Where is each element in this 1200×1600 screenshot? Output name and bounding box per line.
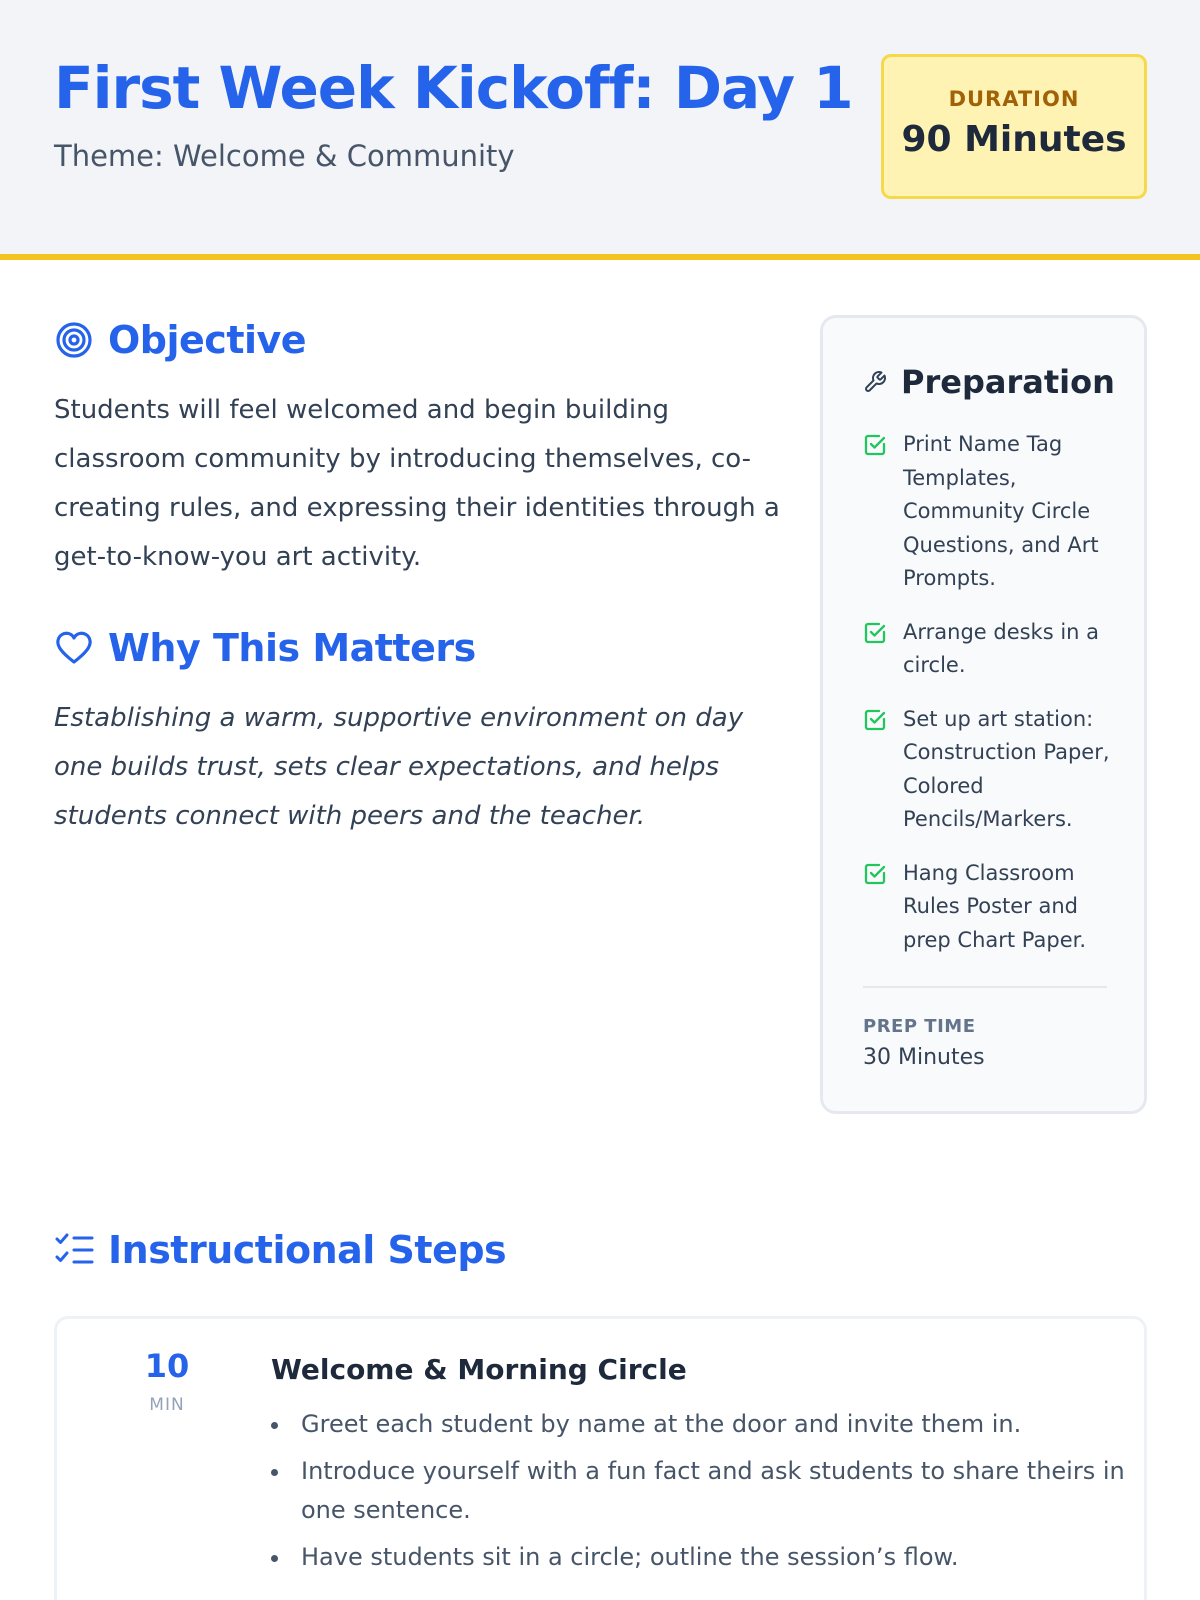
prep-time-value: 30 Minutes (863, 1045, 985, 1070)
preparation-item (863, 428, 1113, 596)
preparation-item-text: Set up art station: Construction Paper, Colored Pencils/Markers. (903, 706, 1110, 831)
duration-label: DURATION (948, 87, 1080, 111)
lesson-theme: Theme: Welcome & Community (54, 139, 515, 173)
list-check-icon (54, 1230, 94, 1270)
preparation-item-text: Hang Classroom Rules Poster and prep Chart Paper. (903, 860, 1087, 952)
why-heading-text: Why This Matters (108, 626, 476, 670)
step-bullet: Introduce yourself with a fun fact and ask students to share theirs in one sentence. (301, 1452, 1131, 1531)
checkbox-checked-icon (863, 862, 887, 886)
checkbox-checked-icon (863, 621, 887, 645)
objective-heading (54, 318, 306, 362)
duration-value: 90 Minutes (901, 119, 1127, 160)
heart-icon (54, 628, 94, 668)
prep-time-label: PREP TIME (863, 1016, 976, 1037)
preparation-list (863, 428, 1113, 977)
wrench-icon (863, 369, 889, 395)
why-text: Establishing a warm, supportive environment on day one builds trust, sets clear expectations, and helps students connect with peers and the teacher. (54, 703, 744, 831)
step-bullet: Have students sit in a circle; outline the session’s flow. (301, 1538, 1131, 1578)
duration-badge (881, 54, 1147, 199)
divider (863, 986, 1107, 988)
steps-heading (54, 1228, 506, 1272)
preparation-item (863, 703, 1113, 837)
preparation-item-text: Arrange desks in a circle. (903, 619, 1100, 677)
steps-heading-text: Instructional Steps (108, 1228, 507, 1272)
preparation-item (863, 857, 1113, 958)
step-bullet-list (301, 1405, 1131, 1584)
preparation-item (863, 616, 1113, 683)
why-heading (54, 626, 476, 670)
objective-heading-text: Objective (108, 318, 307, 362)
target-icon (54, 320, 94, 360)
step-minutes-unit: MIN (149, 1395, 185, 1415)
checkbox-checked-icon (863, 708, 887, 732)
step-title: Welcome & Morning Circle (271, 1353, 687, 1386)
step-card (54, 1316, 1147, 1600)
step-minutes: 10 (144, 1347, 190, 1385)
preparation-card (820, 315, 1147, 1114)
preparation-heading (863, 363, 1115, 401)
preparation-item-text: Print Name Tag Templates, Community Circle Questions, and Art Prompts. (903, 432, 1099, 590)
step-bullet: Greet each student by name at the door and invite them in. (301, 1405, 1131, 1445)
objective-text: Students will feel welcomed and begin building classroom community by introducing themselves, co-creating rules, and expressing their identities through a get-to-know-you art activity. (54, 395, 780, 572)
step-duration (117, 1347, 217, 1415)
page-title: First Week Kickoff: Day 1 (54, 54, 853, 122)
page-header (0, 0, 1200, 260)
checkbox-checked-icon (863, 433, 887, 457)
preparation-heading-text: Preparation (901, 363, 1115, 401)
